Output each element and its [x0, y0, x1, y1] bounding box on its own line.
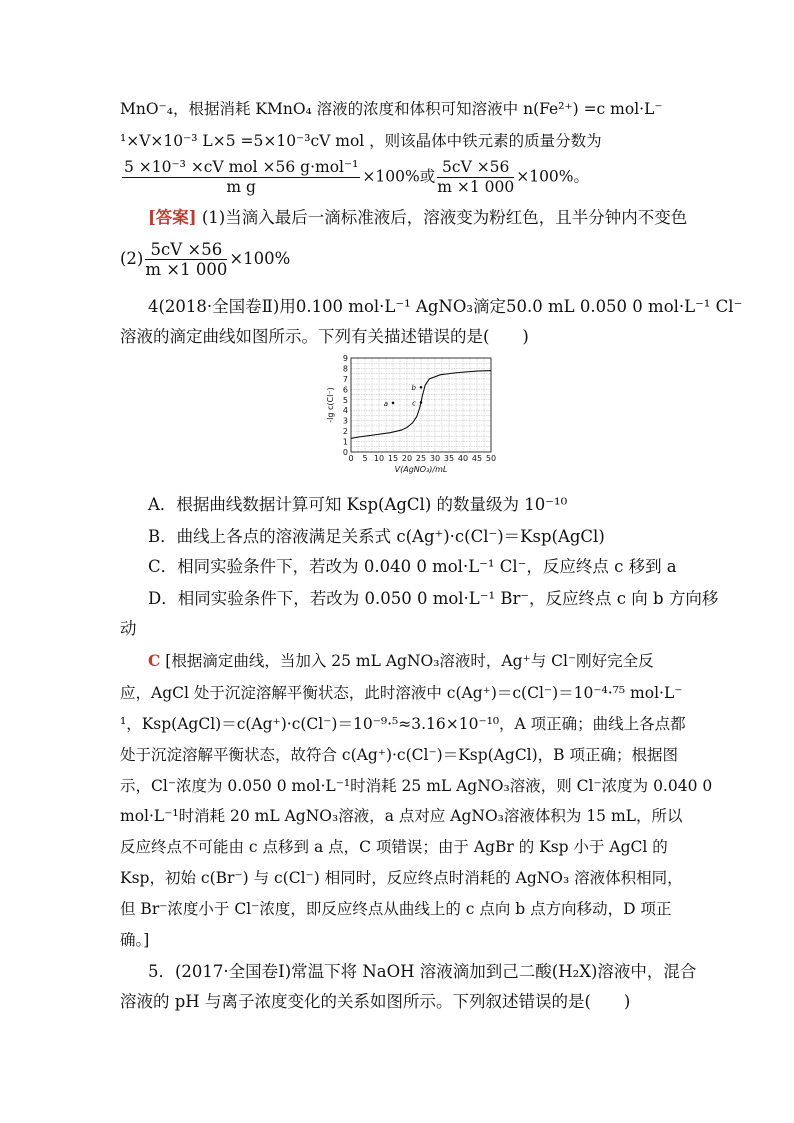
- x-tick-label: 40: [457, 454, 469, 463]
- point-b-marker: [420, 386, 423, 389]
- q4-option-b: B．曲线上各点的溶液满足关系式 c(Ag⁺)·c(Cl⁻)＝Ksp(AgCl): [148, 527, 605, 546]
- point-c-marker: [420, 401, 423, 404]
- x-tick-label: 0: [348, 454, 354, 463]
- fraction-simplified: [437, 158, 514, 197]
- fraction-denominator: m ×1 000: [437, 178, 515, 196]
- x-tick-label: 5: [362, 454, 368, 463]
- q5-line-2: 溶液的 pH 与离子浓度变化的关系如图所示。下列叙述错误的是( ): [120, 992, 631, 1011]
- y-tick-label: 8: [342, 364, 348, 374]
- q4-answer-line-8: Ksp，初始 c(Br⁻) 与 c(Cl⁻) 相同时，反应终点时消耗的 AgNO₃ 溶液体积相同，: [120, 869, 683, 887]
- answer-line-2: [120, 240, 290, 279]
- q4-answer-letter: C: [148, 651, 161, 670]
- fraction-iron-mass: [122, 158, 360, 197]
- y-tick-label: 2: [342, 427, 348, 437]
- answer-part-2-prefix: (2): [120, 249, 144, 268]
- q4-option-d-line-1: D．相同实验条件下，若改为 0.050 0 mol·L⁻¹ Br⁻，反应终点 c 向 b 方向移: [148, 589, 719, 608]
- answer-part-2-tail: ×100%: [229, 249, 291, 268]
- point-b-label: b: [411, 384, 416, 393]
- explain-line-2: ¹×V×10⁻³ L×5 =5×10⁻³cV mol ，则该晶体中铁元素的质量分数为: [120, 132, 602, 150]
- fraction-denominator: m g: [226, 178, 256, 196]
- q4-answer-text: [根据滴定曲线，当加入 25 mL AgNO₃溶液时，Ag⁺与 Cl⁻刚好完全反: [165, 652, 654, 670]
- q4-answer-line-7: 反应终点不可能由 c 点移到 a 点，C 项错误；由于 AgBr 的 Ksp 小于 AgCl 的: [120, 838, 668, 856]
- y-tick-label: 7: [342, 374, 348, 384]
- q4-answer-line-5: 示，Cl⁻浓度为 0.050 0 mol·L⁻¹时消耗 25 mL AgNO₃溶液，则 Cl⁻浓度为 0.040 0: [120, 777, 713, 795]
- text-or: ×100%或: [362, 167, 436, 186]
- titration-curve-chart: [325, 352, 505, 474]
- y-tick-label: 9: [342, 354, 348, 363]
- fraction-numerator: 5 ×10⁻³ ×cV mol ×56 g·mol⁻¹: [124, 158, 359, 176]
- y-axis-label: -lg c(Cl⁻): [326, 387, 335, 423]
- q4-answer-line-2: 应，AgCl 处于沉淀溶解平衡状态，此时溶液中 c(Ag⁺)＝c(Cl⁻)＝10⁻⁴·⁷⁵ mol·L⁻: [120, 684, 683, 702]
- fraction-numerator: 5cV ×56: [437, 158, 514, 178]
- x-tick-label: 20: [401, 454, 413, 463]
- text-tail: ×100%。: [516, 167, 590, 186]
- x-tick-label: 25: [415, 454, 427, 463]
- y-tick-label: 4: [342, 406, 348, 416]
- fraction-numerator: 5cV ×56: [145, 240, 227, 260]
- q4-line-1: 4(2018·全国卷Ⅱ)用0.100 mol·L⁻¹ AgNO₃滴定50.0 mL 0.050 0 mol·L⁻¹ Cl⁻: [148, 297, 743, 316]
- y-tick-label: 3: [342, 416, 348, 426]
- point-a-marker: [392, 402, 395, 405]
- answer-part-1: (1)当滴入最后一滴标准液后，溶液变为粉红色，且半分钟内不变色: [201, 208, 688, 227]
- x-tick-label: 50: [485, 454, 497, 463]
- y-tick-label: 1: [342, 437, 348, 447]
- x-axis-label: V(AgNO₃)/mL: [394, 465, 448, 474]
- y-tick-label: 6: [342, 385, 348, 395]
- explain-fraction-line: [120, 158, 589, 197]
- q4-answer-line-4: 处于沉淀溶解平衡状态，故符合 c(Ag⁺)·c(Cl⁻)＝Ksp(AgCl)，B 项正确；根据图: [120, 746, 679, 764]
- q4-answer-line-1: [148, 651, 654, 671]
- q4-line-2: 溶液的滴定曲线如图所示。下列有关描述错误的是( ): [120, 327, 529, 346]
- q4-answer-line-10: 确。]: [120, 931, 150, 949]
- y-tick-label: 5: [342, 395, 348, 405]
- x-tick-label: 35: [443, 454, 455, 463]
- q4-option-c: C．相同实验条件下，若改为 0.040 0 mol·L⁻¹ Cl⁻，反应终点 c 移到 a: [148, 557, 677, 576]
- y-tick-label: 0: [342, 448, 348, 457]
- x-tick-label: 10: [373, 454, 385, 463]
- answer-line-1: [148, 208, 687, 228]
- q4-answer-line-9: 但 Br⁻浓度小于 Cl⁻浓度，即反应终点从曲线上的 c 点向 b 点方向移动，D 项正: [120, 900, 672, 918]
- point-a-label: a: [383, 399, 388, 408]
- fraction-denominator: m ×1 000: [145, 260, 228, 279]
- explain-line-1: MnO⁻₄，根据消耗 KMnO₄ 溶液的浓度和体积可知溶液中 n(Fe²⁺) =c mol·L⁻: [120, 100, 663, 118]
- q5-line-1: 5．(2017·全国卷Ⅰ)常温下将 NaOH 溶液滴加到己二酸(H₂X)溶液中，混合: [148, 962, 697, 981]
- q4-option-a: A．根据曲线数据计算可知 Ksp(AgCl) 的数量级为 10⁻¹⁰: [148, 495, 568, 514]
- q4-answer-line-3: ¹，Ksp(AgCl)＝c(Ag⁺)·c(Cl⁻)＝10⁻⁹·⁵≈3.16×10⁻¹⁰，A 项正确；曲线上各点都: [120, 715, 686, 733]
- answer-tag: [答案]: [148, 208, 197, 227]
- x-tick-label: 30: [429, 454, 441, 463]
- x-tick-label: 45: [471, 454, 483, 463]
- q4-option-d-line-2: 动: [120, 619, 137, 638]
- x-tick-label: 15: [387, 454, 399, 463]
- point-c-label: c: [412, 399, 416, 408]
- answer-fraction: [145, 240, 227, 279]
- q4-answer-line-6: mol·L⁻¹时消耗 20 mL AgNO₃溶液，a 点对应 AgNO₃溶液体积为 15 mL，所以: [120, 807, 683, 825]
